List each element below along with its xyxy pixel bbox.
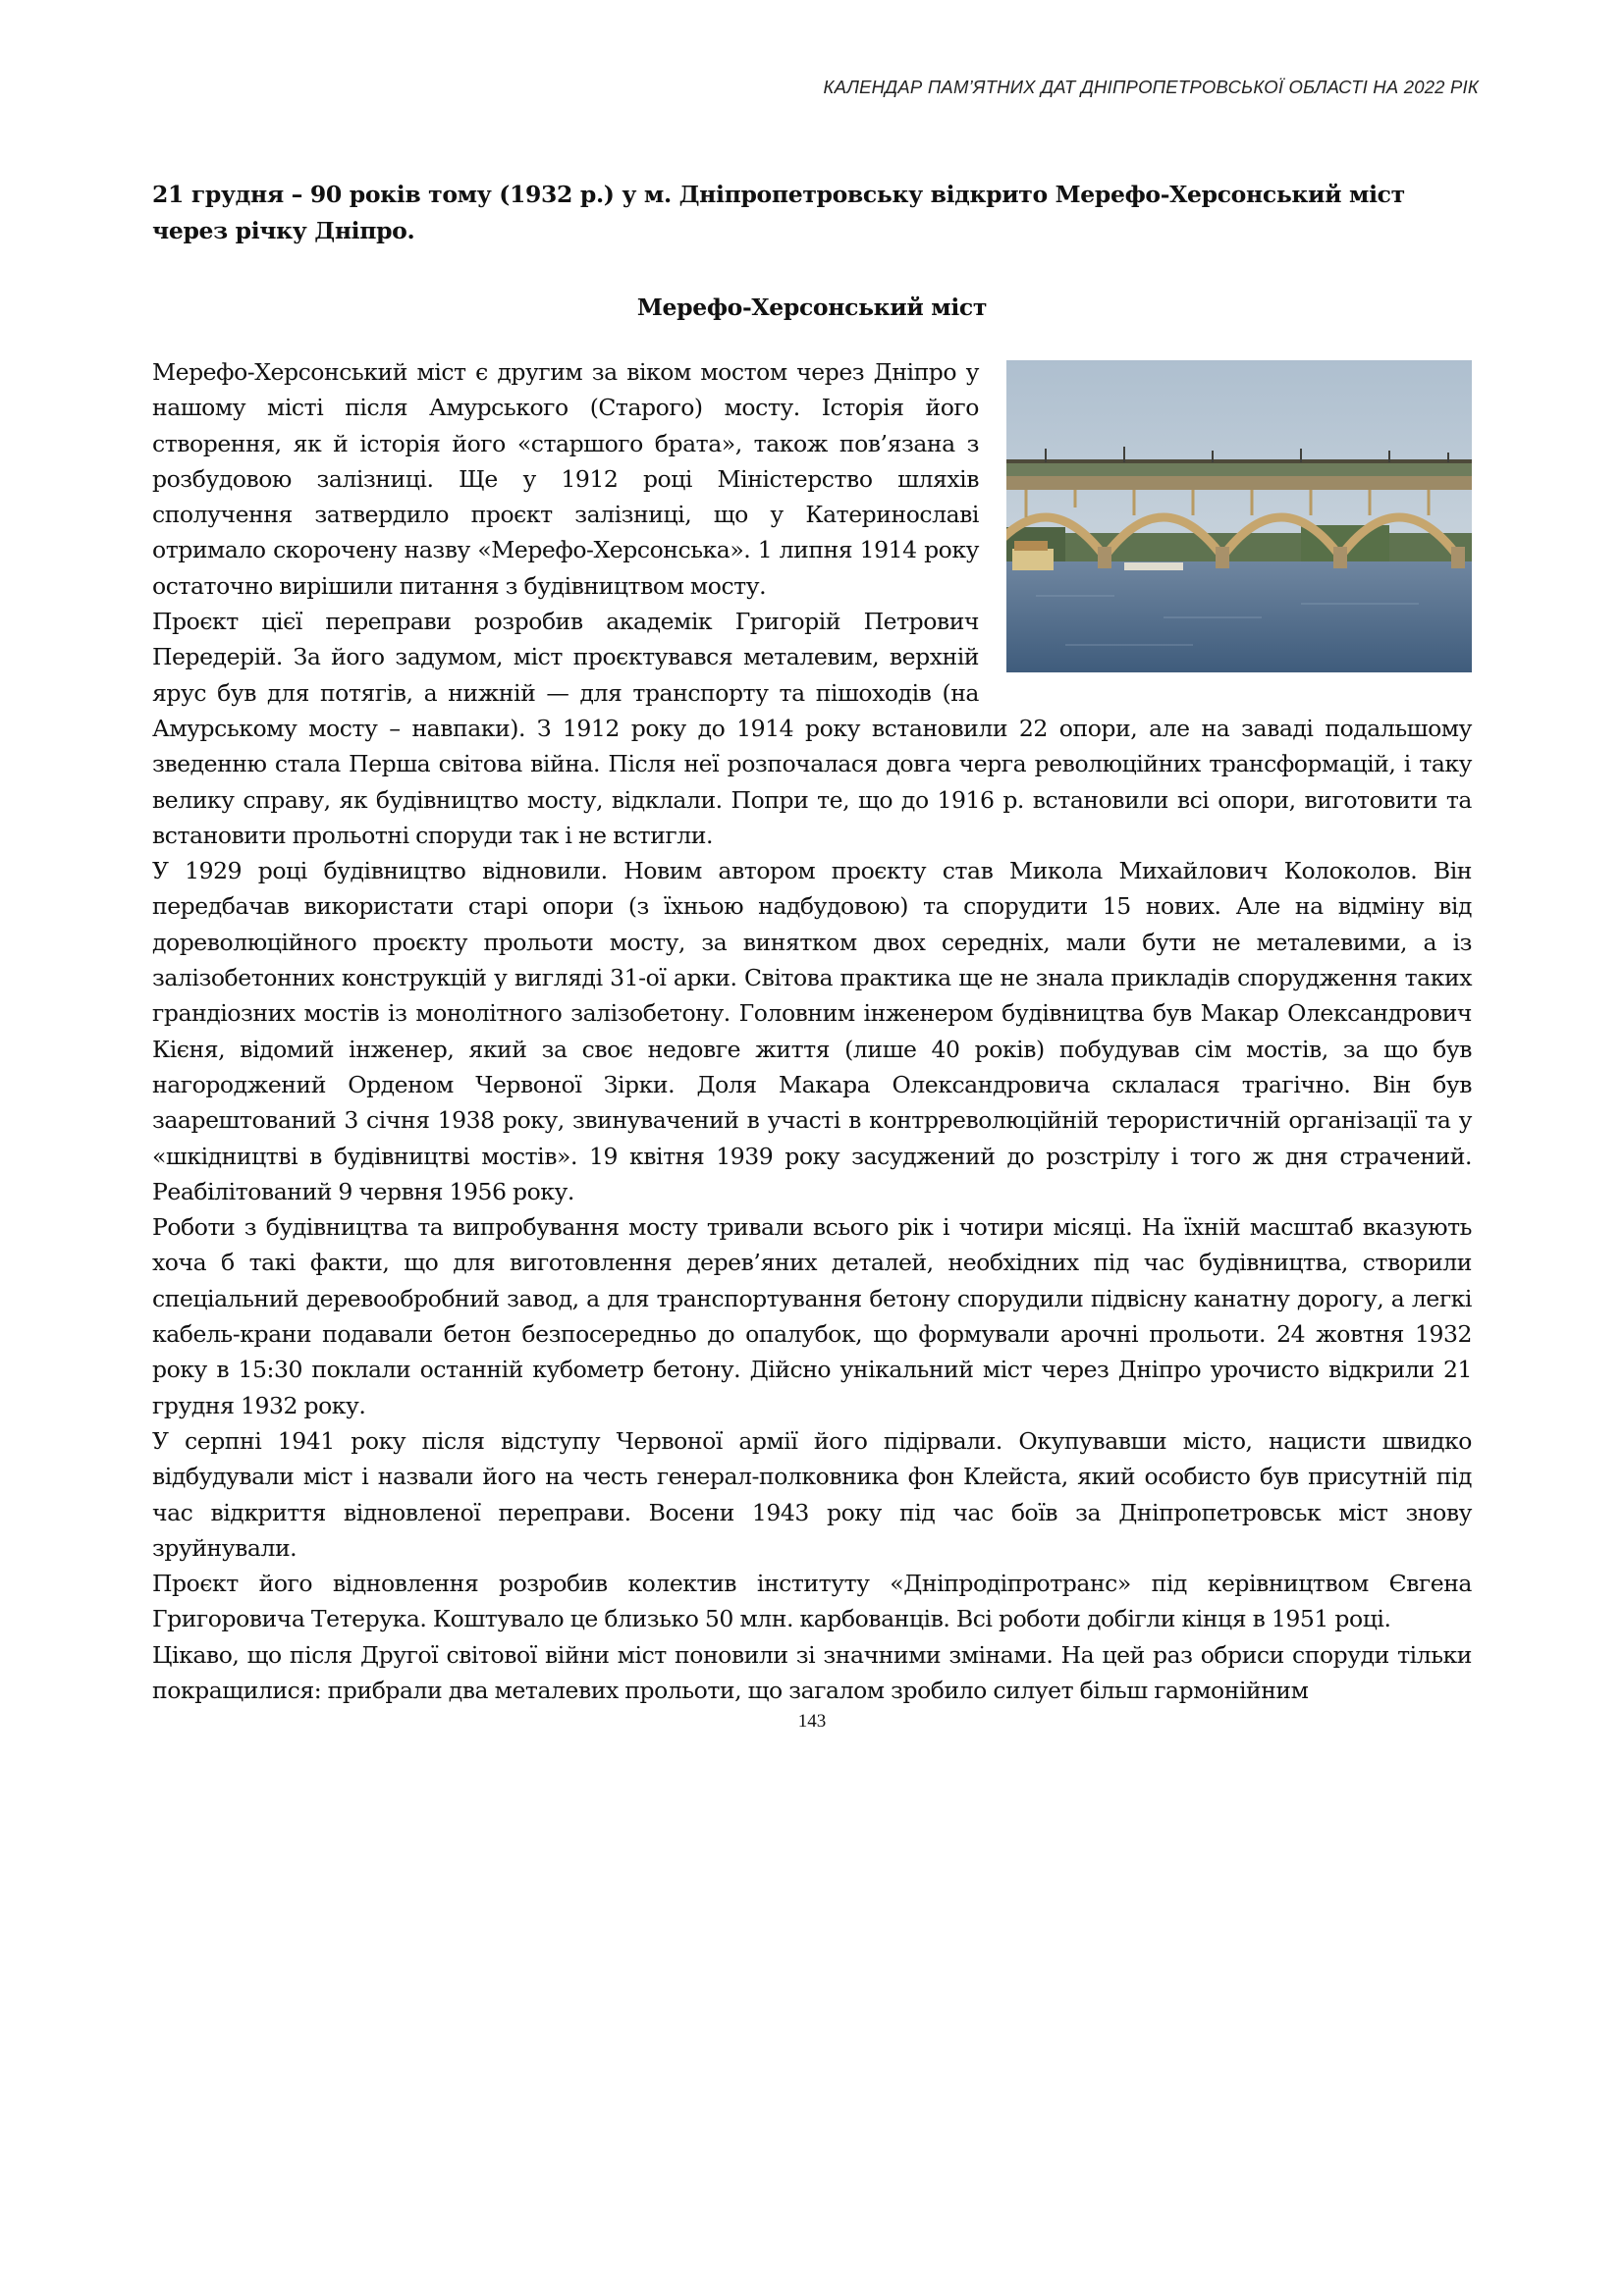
page-number: 143 <box>797 1711 827 1732</box>
paragraph: У серпні 1941 року після відступу Червоної армії його підірвали. Окупувавши місто, нацисти швидко відбудували міст і назвали його на честь генерал-полковника фон Клейста, який особисто був присутній під час відкриття відновленої переправи. Восени 1943 року під час боїв за Дніпропетровськ міст знову зруйнували. <box>152 1426 1472 1562</box>
paragraph: Роботи з будівництва та випробування мосту тривали всього рік і чотири місяці. На їхній масштаб вказують хоча б такі факти, що для виготовлення дерев’яних деталей, необхідних під час будівництва, створили спеціальний деревообробний завод, а для транспортування бетону спорудили підвісну канатну дорогу, а легкі кабель-крани подавали бетон безпосередньо до опалубок, що формували арочні прольоти. 24 жовтня 1932 року в 15:30 поклали останній кубометр бетону. Дійсно унікальний міст через Дніпро урочисто відкрили 21 грудня 1932 року. <box>152 1213 1472 1419</box>
running-header: КАЛЕНДАР ПАМ’ЯТНИХ ДАТ ДНІПРОПЕТРОВСЬКОЇ ОБЛАСТІ НА 2022 РІК <box>823 77 1479 97</box>
paragraph: Проєкт цієї переправи розробив академік Григорій Петрович Передерій. За його задумом, міст проєктувався металевим, верхній ярус був для потягів, а нижній — для транспорту та пішоходів (на Амурському мосту – навпаки). З 1912 року до 1914 року встановили 22 опори, але на заваді подальшому зведенню стала Перша світова війна. Після неї розпочалася довга черга революційних трансформацій, і таку велику справу, як будівництво мосту, відклали. Попри те, що до 1916 р. встановили всі опори, виготовити та встановити прольотні споруди так і не встигли. <box>152 608 1472 849</box>
paragraph: Цікаво, що після Другої світової війни міст поновили зі значними змінами. На цей раз обриси споруди тільки покращилися: прибрали два металевих прольоти, що загалом зробило силует більш гармонійним <box>152 1640 1472 1704</box>
paragraph: Мерефо-Херсонський міст є другим за віком мостом через Дніпро у нашому місті після Амурського (Старого) мосту. Історія його створення, як й історія його «старшого брата», також пов’язана з розбудовою залізниці. Ще у 1912 році Міністерство шляхів сполучення затвердило проєкт залізниці, що у Катеринославі отримало скорочену назву «Мерефо-Херсонська». 1 липня 1914 року остаточно вирішили питання з будівництвом мосту. <box>152 358 979 600</box>
article-body <box>152 354 1472 1708</box>
bridge-photo <box>1006 360 1472 672</box>
event-heading: 21 грудня – 90 років тому (1932 р.) у м. Дніпропетровську відкрито Мерефо-Херсонський міст через річку Дніпро. <box>152 181 1405 244</box>
paragraph: Проєкт його відновлення розробив колектив інституту «Дніпродіпротранс» під керівництвом Євгена Григоровича Тетерука. Коштувало це близько 50 млн. карбованців. Всі роботи добігли кінця в 1951 році. <box>152 1570 1472 1633</box>
section-title: Мерефо-Херсонський міст <box>636 294 988 321</box>
article <box>152 177 1472 1708</box>
paragraph: У 1929 році будівництво відновили. Новим автором проєкту став Микола Михайлович Колоколов. Він передбачав використати старі опори (з їхньою надбудовою) та спорудити 15 нових. Але на відміну від дореволюційного проєкту прольоти мосту, за винятком двох середніх, мали бути не металевими, а із залізобетонних конструкцій у вигляді 31-ої арки. Світова практика ще не знала прикладів спорудження таких грандіозних мостів із монолітного залізобетону. Головним інженером будівництва був Макар Олександрович Кієня, відомий інженер, який за своє недовге життя (лише 40 років) побудував сім мостів, за що був нагороджений Орденом Червоної Зірки. Доля Макара Олександровича склалася трагічно. Він був заарештований 3 січня 1938 року, звинувачений в участі в контрреволюційній терористичній організації та у «шкідництві в будівництві мостів». 19 квітня 1939 року засуджений до розстрілу і того ж дня страчений. Реабілітований 9 червня 1956 року. <box>152 857 1472 1205</box>
